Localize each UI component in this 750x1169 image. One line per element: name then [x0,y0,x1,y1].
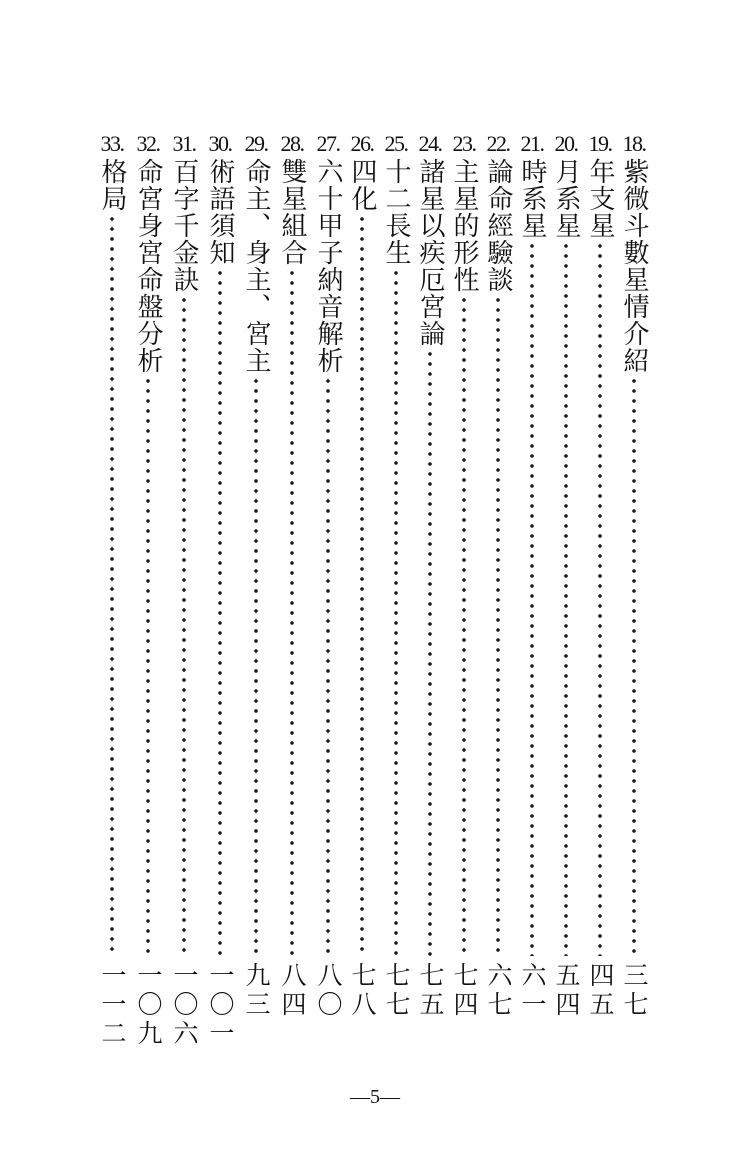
dot-leader [254,376,258,956]
entry-page-number: 九三 [242,962,271,1020]
entry-page-number: 五四 [552,962,581,1020]
entry-number: 27. [316,131,340,156]
entry-page-number: 一〇一 [206,962,235,1049]
entry-page-number: 一〇六 [170,962,199,1049]
entry-title: 論命經驗談 [483,158,513,293]
entry-title: 紫微斗數星情介紹 [619,158,649,374]
toc-entry-18 [614,132,654,1042]
toc-entry-26 [342,132,382,1042]
entry-number: 24. [418,131,442,156]
entry-page-number: 七五 [416,962,445,1020]
entry-title: 時系星 [517,158,547,239]
toc-entry-21 [512,132,552,1042]
entry-page-number: 四五 [586,962,615,1020]
entry-number: 29. [244,131,268,156]
entry-page-number: 六一 [518,962,547,1020]
entry-title: 格局 [97,158,127,212]
entry-number: 25. [384,131,408,156]
entry-title: 諸星以疾厄宮論 [415,158,445,347]
toc-entry-20 [546,132,586,1042]
entry-number: 21. [520,131,544,156]
entry-title: 十二長生 [381,158,411,266]
dot-leader [428,349,432,956]
entry-number: 23. [452,131,476,156]
entry-title: 年支星 [585,158,615,239]
entry-page-number: 六七 [484,962,513,1020]
toc-entry-32 [128,131,168,1049]
toc-entry-29 [236,132,276,1042]
dot-leader [598,241,602,956]
entry-number: 19. [588,131,612,156]
dot-leader [564,241,568,956]
entry-page-number: 三七 [620,962,649,1020]
entry-title: 百字千金訣 [169,158,199,293]
dot-leader [462,295,466,956]
entry-title: 術語須知 [205,158,235,266]
entry-number: 31. [172,131,196,156]
dot-leader [394,268,398,956]
toc-entry-27 [308,132,348,1042]
dot-leader [496,295,500,956]
toc-entry-25 [376,132,416,1042]
dot-leader [182,295,186,956]
toc-entry-31 [164,131,204,1049]
entry-page-number: 八〇 [314,962,343,1020]
dot-leader [218,268,222,956]
toc-entry-30 [200,131,240,1049]
entry-number: 28. [280,131,304,156]
entry-number: 18. [622,131,646,156]
dot-leader [632,376,636,956]
entry-number: 20. [554,131,578,156]
entry-number: 26. [350,131,374,156]
entry-title: 雙星組合 [277,158,307,266]
entry-number: 22. [486,131,510,156]
toc-entry-24 [410,132,450,1042]
entry-number: 33. [100,131,124,156]
entry-title: 命宮身宮命盤分析 [133,158,163,374]
entry-page-number: 一一二 [98,962,127,1049]
dot-leader [360,214,364,956]
entry-number: 32. [136,131,160,156]
dot-leader [326,376,330,956]
entry-title: 四化 [347,158,377,212]
dot-leader [110,214,114,956]
toc-entry-23 [444,132,484,1042]
entry-title: 六十甲子納音解析 [313,158,343,374]
dot-leader [530,241,534,956]
toc-entry-22 [478,132,518,1042]
entry-title: 命主、身主、宮主 [241,158,271,374]
toc-entry-19 [580,132,620,1042]
entry-page-number: 七四 [450,962,479,1020]
dot-leader [290,268,294,956]
entry-page-number: 七七 [382,962,411,1020]
dot-leader [146,376,150,956]
entry-title: 月系星 [551,158,581,239]
entry-page-number: 七八 [348,962,377,1020]
toc-entry-33 [92,131,132,1049]
entry-page-number: 八四 [278,962,307,1020]
entry-page-number: 一〇九 [134,962,163,1049]
entry-title: 主星的形性 [449,158,479,293]
entry-number: 30. [208,131,232,156]
toc-entry-28 [272,132,312,1042]
page-number: —5— [350,1086,400,1108]
